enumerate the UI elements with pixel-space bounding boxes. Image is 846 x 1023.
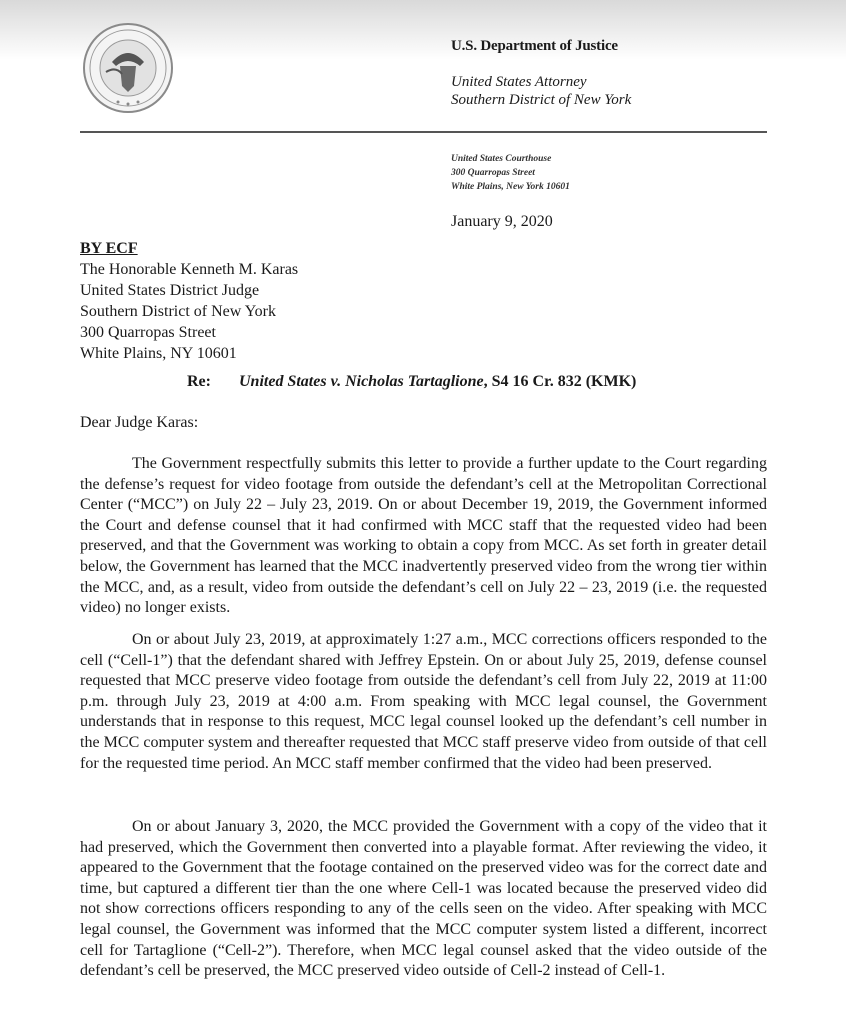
office-line: United States Attorney [451,74,587,90]
paragraph-text: On or about January 3, 2020, the MCC provided the Government with a copy of the video that it had preserved, which the Government then converted into a playable format. After reviewing the video, it appeared to the Government that the footage contained on the preserved video was for the correct date and time, but captured a different tier than the one where Cell-1 was located because the preserved video did not show corrections officers responding to any of the cells seen on the video. After speaking with MCC legal counsel, the Government was informed that the MCC computer system listed a different, incorrect cell for Tartaglione (“Cell-2”). Therefore, when MCC legal counsel asked that the video outside of the defendant’s cell be preserved, the MCC preserved video outside of Cell-2 instead of Cell-1. [80,818,767,980]
subject-line [187,373,636,391]
salutation: Dear Judge Karas: [80,414,199,431]
case-name: United States v. Nicholas Tartaglione [239,373,484,390]
office-line: Southern District of New York [451,92,632,108]
recipient-line: White Plains, NY 10601 [80,345,237,362]
address-line: United States Courthouse [451,154,552,164]
recipient-line: 300 Quarropas Street [80,324,216,341]
letterhead [451,38,631,109]
paragraph-text: The Government respectfully submits this letter to provide a further update to the Court regarding the defense’s request for video footage from outside the defendant’s cell at the Metropolitan Correctional Center (“MCC”) on July 22 – July 23, 2019. On or about December 19, 2019, the Government informed the Court and defense counsel that it had confirmed with MCC staff that the requested video had been preserved, and that the Government was working to obtain a copy from MCC. As set forth in greater detail below, the Government has learned that the MCC inadvertently preserved video from the wrong tier within the MCC, and, as a result, video from outside the defendant’s cell on July 22 – 23, 2019 (i.e. the requested video) no longer exists. [80,455,767,617]
department-name: U.S. Department of Justice [451,38,618,54]
letter-date: January 9, 2020 [451,213,553,230]
address-line: 300 Quarropas Street [451,168,535,178]
doj-seal-icon [82,22,174,114]
recipient-line: Southern District of New York [80,303,276,320]
re-label: Re: [187,373,211,390]
letterhead-divider [80,131,767,133]
return-address [451,152,570,194]
paragraph-text: On or about July 23, 2019, at approximately 1:27 a.m., MCC corrections officers responded to the cell (“Cell-1”) that the defendant shared with Jeffrey Epstein. On or about July 25, 2019, defense counsel requested that MCC preserve video footage from outside the defendant’s cell from July 22, 2019 at 11:00 p.m. through July 23, 2019 at 4:00 a.m. From speaking with MCC legal counsel, the Government understands that in response to this request, MCC legal counsel looked up the defendant’s cell number in the MCC computer system and thereafter requested that MCC staff preserve video from outside of that cell for the requested time period. An MCC staff member confirmed that the video had been preserved. [80,631,767,772]
delivery-method: BY ECF [80,240,138,257]
case-number: , S4 16 Cr. 832 (KMK) [483,373,637,390]
body-paragraph-2 [80,630,767,774]
body-paragraph-1 [80,454,767,619]
address-line: White Plains, New York 10601 [451,182,570,192]
recipient-line: The Honorable Kenneth M. Karas [80,261,299,278]
recipient-block [80,238,298,364]
recipient-line: United States District Judge [80,282,260,299]
office-name [451,73,631,109]
body-paragraph-3 [80,817,767,982]
